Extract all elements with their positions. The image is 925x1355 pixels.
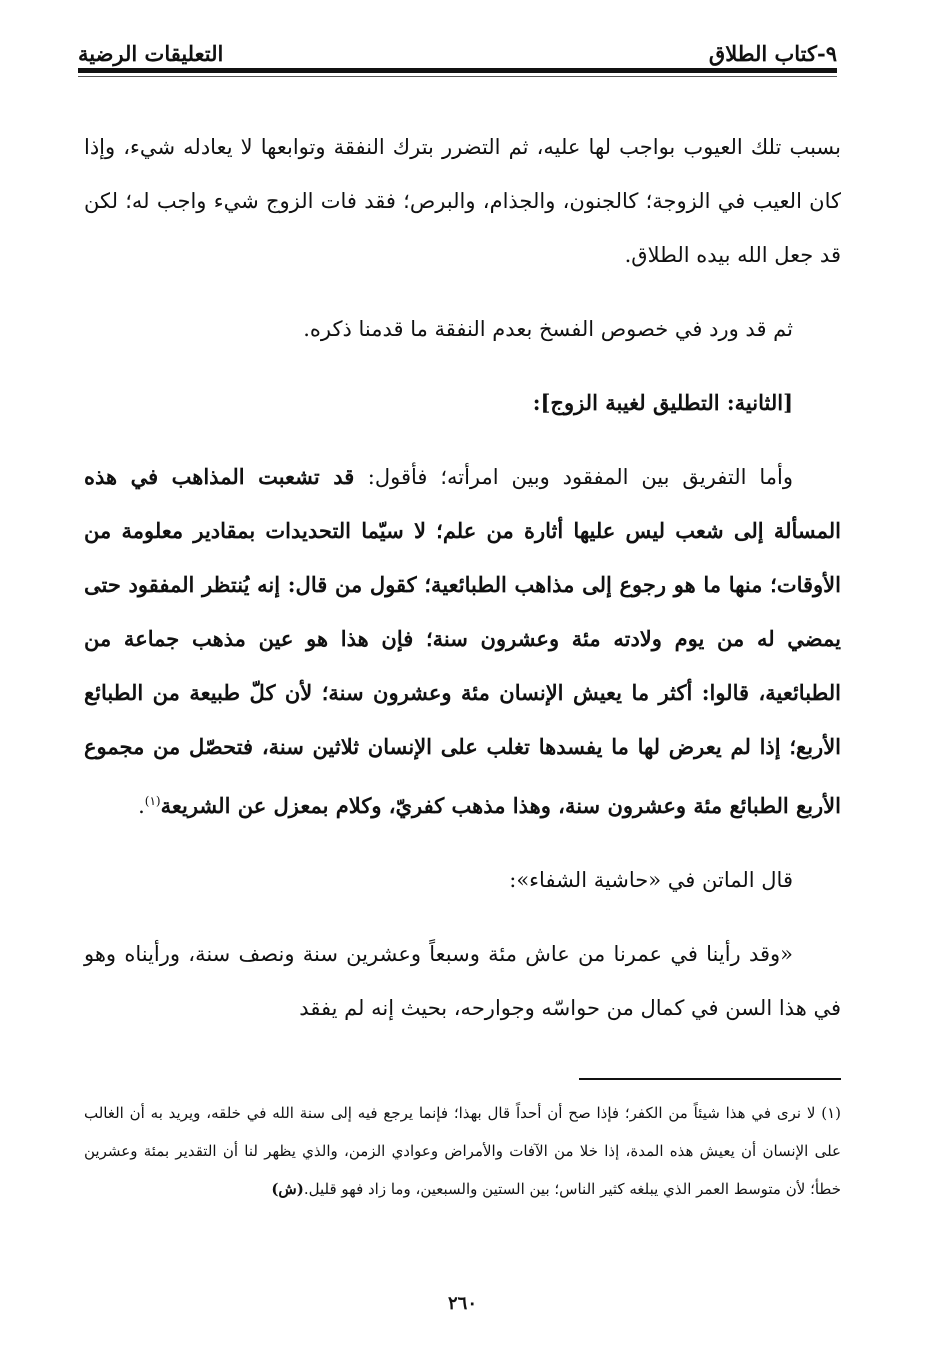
paragraph-3-lead: وأما التفريق بين المفقود وبين امرأته؛ فأقول:	[367, 465, 793, 489]
section-heading: [الثانية: التطليق لغيبة الزوج]:	[532, 390, 793, 415]
header-rule	[78, 68, 837, 73]
paragraph-1: بسبب تلك العيوب بواجب لها عليه، ثم التضرر بترك النفقة وتوابعها لا يعادله شيء، وإذا كان العيب في الزوجة؛ كالجنون، والجذام، والبرص؛ فقد فات الزوج شيء واجب له؛ لكن قد جعل الله بيده الطلاق.	[84, 135, 841, 267]
paragraph-4: قال الماتن في «حاشية الشفاء»:	[509, 868, 793, 892]
footnote-reference[interactable]: (١)	[144, 794, 161, 808]
header-rule-thin	[78, 76, 837, 77]
paragraph-3-rest: قد تشعبت المذاهب في هذه المسألة إلى شعب ليس عليها أثارة من علم؛ لا سيّما التحديدات بمقادير معلومة من الأوقات؛ منها ما هو رجوع إلى مذاهب الطبائعية؛ كقول من قال: إنه يُنتظر المفقود حتى يمضي له من يوم ولادته مئة وعشرون سنة؛ فإن هذا هو عين مذهب جماعة من الطبائعية، قالوا: أكثر ما يعيش الإنسان مئة وعشرون سنة؛ لأن كلّ طبيعة من الطبائع الأربع؛ إذا لم يعرض لها ما يفسدها تغلب على الإنسان ثلاثين سنة، فتحصّل من مجموع الأربع الطبائع مئة وعشرون سنة، وهذا مذهب كفريّ، وكلام بمعزل عن الشريعة	[84, 464, 841, 818]
paragraph-2: ثم قد ورد في خصوص الفسخ بعدم النفقة ما قدمنا ذكره.	[303, 317, 793, 341]
footnote-1-mark: (ش)	[271, 1180, 304, 1198]
main-text	[84, 120, 841, 1035]
running-header	[78, 30, 837, 66]
footnote-separator	[579, 1078, 841, 1080]
header-chapter: ٩-كتاب الطلاق	[708, 41, 837, 66]
footnote-1	[84, 1094, 841, 1208]
footnote-1-text: (١) لا نرى في هذا شيئاً من الكفر؛ فإذا صح أن أحداً قال بهذا؛ فإنما يرجع فيه إلى سنة الله في خلقه، ويريد به أن الغالب على الإنسان أن يعيش هذه المدة، إذا خلا من الآفات والأمراض وعوادي الزمن، والذي يظهر لنا أن التقدير بمئة وعشرين خطأ؛ لأن متوسط العمر الذي يبلغه كثير الناس؛ بين الستين والسبعين، وما زاد فهو قليل.	[84, 1104, 841, 1198]
header-book-title: التعليقات الرضية	[78, 41, 224, 66]
paragraph-3-end: .	[138, 794, 145, 818]
paragraph-5: «وقد رأينا في عمرنا من عاش مئة وسبعاً وعشرين سنة ونصف سنة، ورأيناه وهو في هذا السن في كمال من حواسّه وجوارحه، بحيث إنه لم يفقد	[84, 942, 841, 1020]
footnotes	[84, 1094, 841, 1208]
paragraph-3	[84, 450, 841, 833]
page-number: ٢٦٠	[447, 1293, 477, 1314]
